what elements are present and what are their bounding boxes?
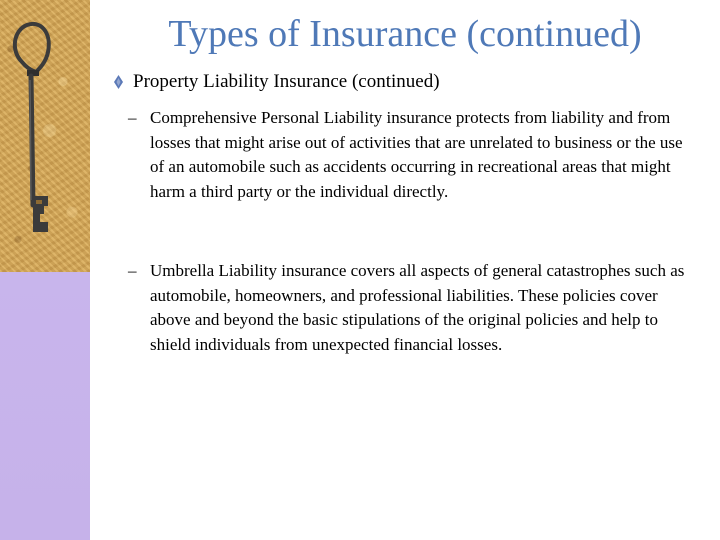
diamond-bullet-icon <box>112 71 125 93</box>
main-bullet <box>112 71 440 93</box>
sub-bullet-text: Umbrella Liability insurance covers all aspects of general catastrophes such as automobile, homeowners, and professional liabilities. These policies cover above and beyond the basic stipulations of the original policies and help to shield individuals from unexpected financial losses. <box>150 261 685 354</box>
dash-marker: – <box>128 108 137 127</box>
dash-marker: – <box>128 261 137 280</box>
sub-bullet-text: Comprehensive Personal Liability insurance protects from liability and from losses that might arise out of activities that are unrelated to business or the use of an automobile such as accidents occurring in recreational areas that might harm a third party or the individual directly. <box>150 108 683 201</box>
decorative-texture-image <box>0 0 90 272</box>
sub-bullet-umbrella <box>128 259 698 357</box>
sub-bullet-comprehensive <box>128 106 698 204</box>
sidebar-panel <box>0 0 90 540</box>
antique-key-icon <box>0 0 90 272</box>
main-bullet-text: Property Liability Insurance (continued) <box>133 71 440 92</box>
slide-title: Types of Insurance (continued) <box>168 13 642 55</box>
